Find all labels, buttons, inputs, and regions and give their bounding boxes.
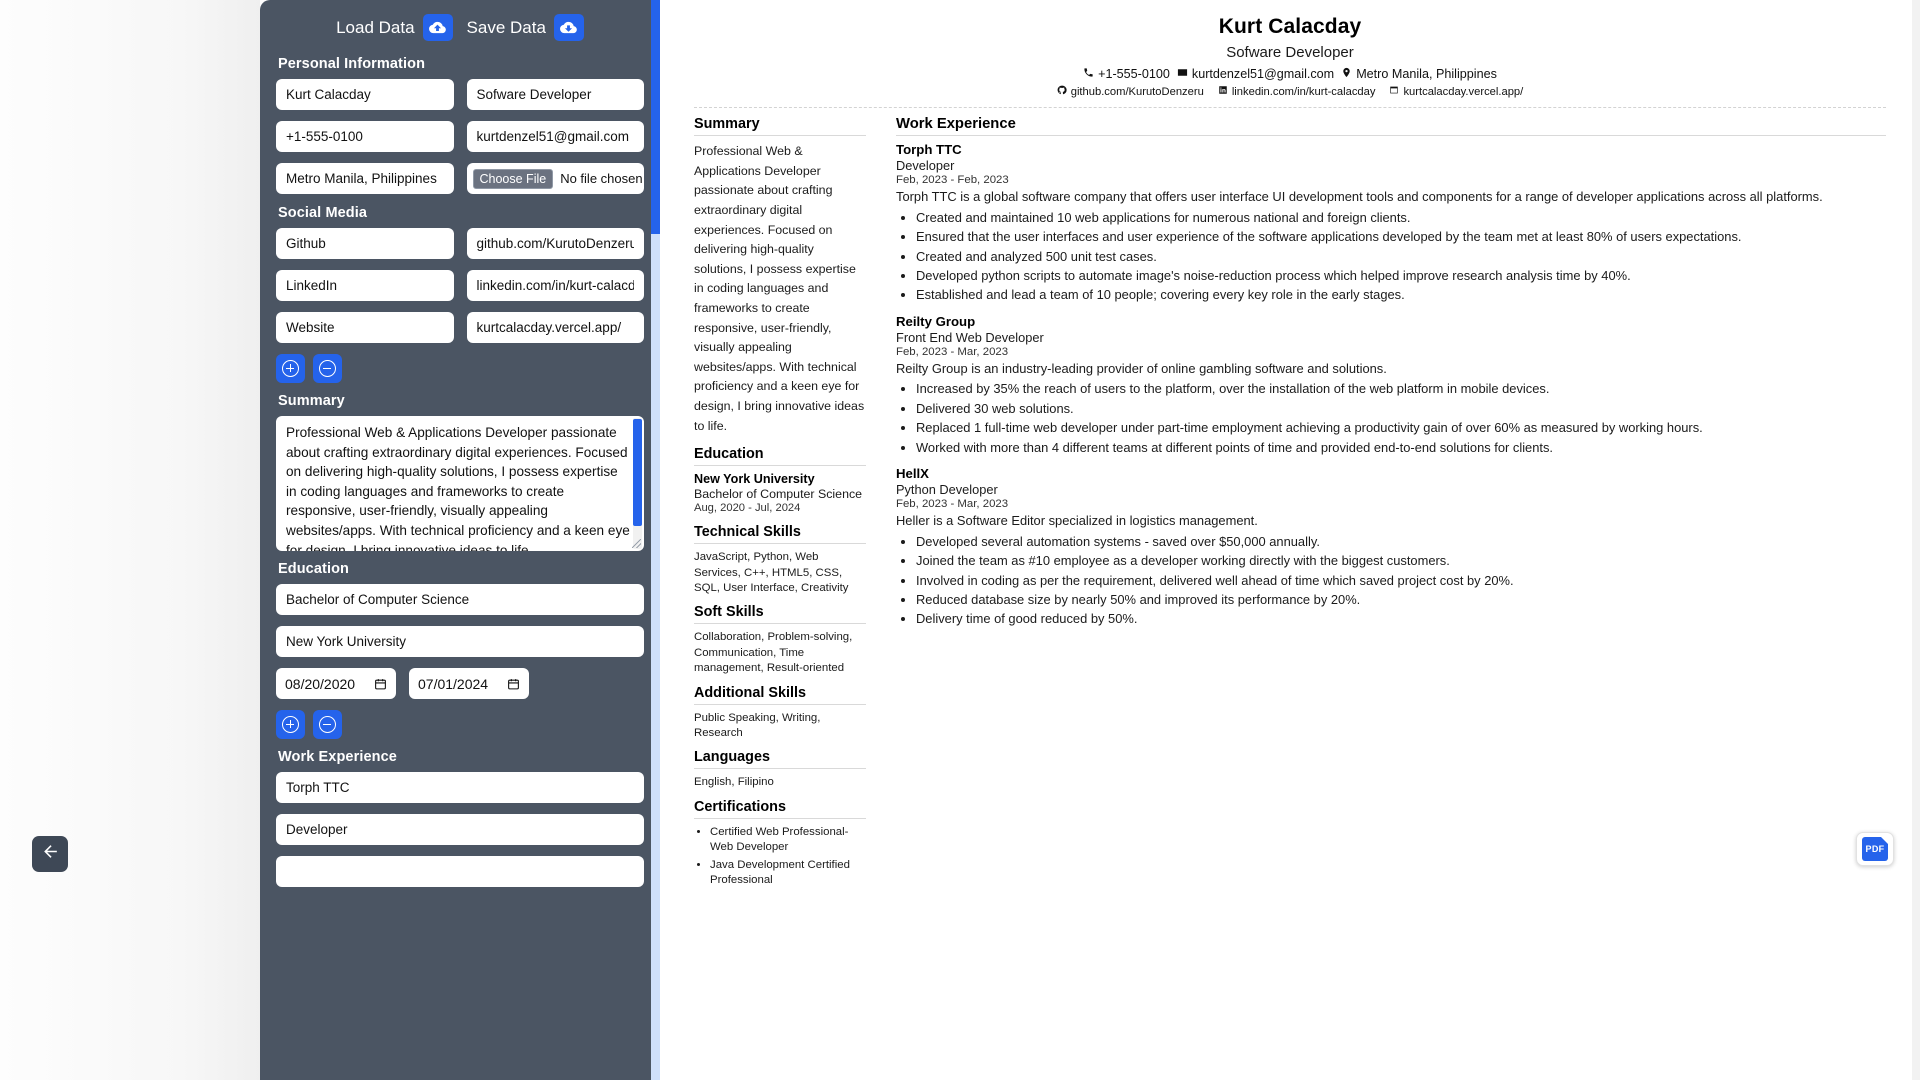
work-position-row [276,814,644,845]
section-title-education: Education [278,561,349,577]
social-value-input-github[interactable] [467,228,645,259]
resume-name: Kurt Calacday [1218,15,1362,38]
contact-website-text: kurtcalacday.vercel.app/ [1403,85,1524,98]
technical-skills-heading: Technical Skills [694,524,801,541]
list-item: • Joined the team as #10 employee as a developer working directly with the biggest customers. [916,552,1886,570]
resume-preview [660,0,1920,1080]
job-description: Reilty Group is an industry-leading provider of online gambling software and solutions. [896,360,1387,376]
soft-skills-block [694,604,866,676]
list-item: • Replaced 1 full-time web developer under part-time employment achieving a productivity gain of over 60% as measured by working hours. [916,419,1886,437]
education-start-date-input[interactable] [276,668,396,699]
list-item: • Developed several automation systems - saved over $50,000 annually. [916,533,1886,551]
education-degree-input[interactable] [276,584,644,615]
languages-block [694,749,866,790]
page-right-edge [1912,0,1920,1080]
job-company: Reilty Group [896,313,976,329]
contact-location [1341,67,1497,81]
resume-right-column [880,116,1886,896]
summary-resize-grip[interactable] [632,539,641,548]
job-entry [896,142,1886,305]
education-degree-row [276,584,644,615]
data-actions-bar [276,8,644,51]
education-end-date-input[interactable] [409,668,529,699]
list-item: • Delivered 30 web solutions. [916,400,1886,418]
work-description-input[interactable] [276,856,644,887]
name-input[interactable] [276,79,454,110]
contact-github[interactable] [1057,85,1204,98]
calendar-icon[interactable] [374,677,387,691]
personal-row-1 [276,79,644,110]
list-item: • Ensured that the user interfaces and user experience of the software applications developed by the team met at least 80% of users expectations. [916,228,1886,246]
additional-skills-block [694,685,866,742]
work-company-row [276,772,644,803]
summary-field-wrap [276,416,644,551]
envelope-icon [1177,67,1188,81]
list-item: • Established and lead a team of 10 people; covering every key role in the early stages. [916,286,1886,304]
certifications-block [694,799,866,889]
job-position: Front End Web Developer [896,329,1044,345]
minus-circle-icon [319,360,336,377]
certifications-heading: Certifications [694,798,786,815]
social-value-input-website[interactable] [467,312,645,343]
plus-circle-icon [282,716,299,733]
job-description: Heller is a Software Editor specialized in logistics management. [896,513,1258,529]
work-company-input[interactable] [276,772,644,803]
resume-contact-line [694,67,1886,81]
linkedin-icon [1218,85,1228,98]
social-label-input-linkedin[interactable] [276,270,454,301]
job-position: Python Developer [896,482,998,498]
social-label-input-website[interactable] [276,312,454,343]
education-rule [694,465,866,466]
languages-heading: Languages [694,749,770,766]
job-position: Developer [896,158,955,174]
education-degree: Bachelor of Computer Science [694,487,863,502]
resume-left-column [694,116,880,896]
list-item: • Delivery time of good reduced by 50%. [916,610,1886,628]
education-school-input[interactable] [276,626,644,657]
email-input[interactable] [467,121,645,152]
social-label-input-github[interactable] [276,228,454,259]
languages-text: English, Filipino [694,776,774,789]
section-title-personal-information: Personal Information [278,56,426,72]
summary-block [694,116,866,436]
job-company: Torph TTC [896,142,962,158]
editor-scrollbar-thumb[interactable] [651,0,660,234]
contact-website[interactable] [1389,85,1523,98]
job-dates: Feb, 2023 - Feb, 2023 [896,174,1009,187]
job-dates: Feb, 2023 - Mar, 2023 [896,498,1009,511]
contact-linkedin-text: linkedin.com/in/kurt-calacday [1231,85,1376,98]
languages-rule [694,768,866,769]
job-description: Torph TTC is a global software company that offers user interface UI development tools and components for a range of developer applications across all platforms. [896,189,1823,205]
soft-skills-heading: Soft Skills [694,604,764,621]
save-data-label: Save Data [466,17,546,37]
map-pin-icon [1341,67,1352,81]
additional-skills-heading: Additional Skills [694,684,806,701]
social-actions [276,354,644,383]
location-input[interactable] [276,163,454,194]
arrow-left-icon [41,842,60,866]
summary-textarea[interactable] [276,416,644,551]
work-description-row [276,856,644,887]
list-item: • Created and analyzed 500 unit test cases. [916,248,1886,266]
social-value-input-linkedin[interactable] [467,270,645,301]
personal-row-2 [276,121,644,152]
list-item: • Certified Web Professional-Web Developer [710,825,866,856]
soft-skills-text: Collaboration, Problem-solving, Communication, Time management, Result-oriented [694,631,853,675]
export-pdf-button[interactable] [1856,832,1894,866]
education-actions [276,710,644,739]
pdf-label: PDF [1865,844,1885,854]
technical-skills-text: JavaScript, Python, Web Services, C++, HTML5, CSS, SQL, User Interface, Creativity [694,551,849,594]
work-experience-heading: Work Experience [896,116,1016,133]
education-block [694,446,866,514]
editor-panel [260,0,660,1080]
contact-phone [1083,67,1170,81]
work-experience-rule [896,135,1886,136]
job-company: HellX [896,466,929,482]
role-input[interactable] [467,79,645,110]
contact-email [1177,67,1334,81]
list-item: • Increased by 35% the reach of users to the platform, over the installation of the web platform in mobile devices. [916,380,1886,398]
section-title-social-media: Social Media [278,205,368,221]
job-points-list [896,209,1886,305]
job-entry [896,466,1886,629]
summary-rule [694,135,866,136]
education-start-date-value: 08/20/2020 [285,675,356,692]
soft-skills-rule [694,623,866,624]
contact-location-text: Metro Manila, Philippines [1356,67,1497,82]
education-school: New York University [694,472,815,487]
choose-file-button[interactable]: Choose File [473,169,554,189]
contact-email-text: kurtdenzel51@gmail.com [1191,67,1335,82]
load-data-label: Load Data [336,17,415,37]
contact-phone-text: +1-555-0100 [1098,67,1170,82]
header-divider [694,107,1886,108]
additional-skills-rule [694,704,866,705]
resume-columns [694,116,1886,896]
personal-row-3 [276,163,644,194]
cloud-download-icon[interactable] [554,14,584,41]
education-dates: Aug, 2020 - Jul, 2024 [694,502,801,515]
back-button[interactable] [32,836,68,872]
work-position-input[interactable] [276,814,644,845]
calendar-icon[interactable] [507,677,520,691]
summary-text: Professional Web & Applications Developer passionate about crafting extraordinary digital experiences. Focused on delivering high-quality solutions, I possess expertise in coding languages and frameworks to create responsive, user-friendly, visually appealing websites/apps. With technical proficiency and a keen eye for design, I bring innovative ideas to life. [694,144,865,433]
social-row-linkedin [276,270,644,301]
add-social-button[interactable] [276,354,305,383]
add-education-button[interactable] [276,710,305,739]
cloud-upload-icon[interactable] [423,14,453,41]
minus-circle-icon [319,716,336,733]
remove-social-button[interactable] [313,354,342,383]
job-points-list [896,380,1886,457]
technical-skills-block [694,524,866,596]
social-row-github [276,228,644,259]
resume-role: Sofware Developer [1226,44,1354,62]
left-gutter [0,0,260,1080]
education-school-row [276,626,644,657]
education-dates-row [276,668,644,699]
certifications-list [694,825,866,889]
resume-header [694,14,1886,108]
file-status-text: No file chosen [560,171,643,186]
remove-education-button[interactable] [313,710,342,739]
contact-github-text: github.com/KurutoDenzeru [1070,85,1204,98]
education-end-date-value: 07/01/2024 [418,675,489,692]
editor-scrollbar-track[interactable] [651,0,660,1080]
phone-icon [1083,67,1094,81]
job-points-list [896,533,1886,629]
photo-file-input[interactable] [467,163,645,194]
summary-heading: Summary [694,116,760,133]
list-item: • Created and maintained 10 web applications for numerous national and foreign clients. [916,209,1886,227]
social-row-website [276,312,644,343]
load-data-action[interactable] [336,14,452,41]
certifications-rule [694,818,866,819]
browser-icon [1389,85,1399,98]
additional-skills-text: Public Speaking, Writing, Research [694,711,821,739]
summary-scrollbar-thumb[interactable] [633,419,642,526]
resume-social-line [694,85,1886,98]
plus-circle-icon [282,360,299,377]
save-data-action[interactable] [467,14,584,41]
job-entry [896,314,1886,457]
list-item: • Involved in coding as per the requirement, delivered well ahead of time which saved project cost by 20%. [916,572,1886,590]
section-title-summary: Summary [278,393,345,409]
list-item: • Worked with more than 4 different teams at different points of time and provided end-to-end solutions for clients. [916,439,1886,457]
list-item: • Developed python scripts to automate image's noise-reduction process which helped improve research analysis time by 40%. [916,267,1886,285]
phone-input[interactable] [276,121,454,152]
contact-linkedin[interactable] [1218,85,1376,98]
job-dates: Feb, 2023 - Mar, 2023 [896,345,1009,358]
technical-skills-rule [694,543,866,544]
section-title-work-experience: Work Experience [278,749,397,765]
pdf-fold [1881,837,1888,844]
pdf-export-icon [1862,837,1888,861]
list-item: • Reduced database size by nearly 50% and improved its performance by 20%. [916,591,1886,609]
education-heading: Education [694,446,764,463]
list-item: • Java Development Certified Professional [710,858,866,889]
github-icon [1057,85,1067,98]
